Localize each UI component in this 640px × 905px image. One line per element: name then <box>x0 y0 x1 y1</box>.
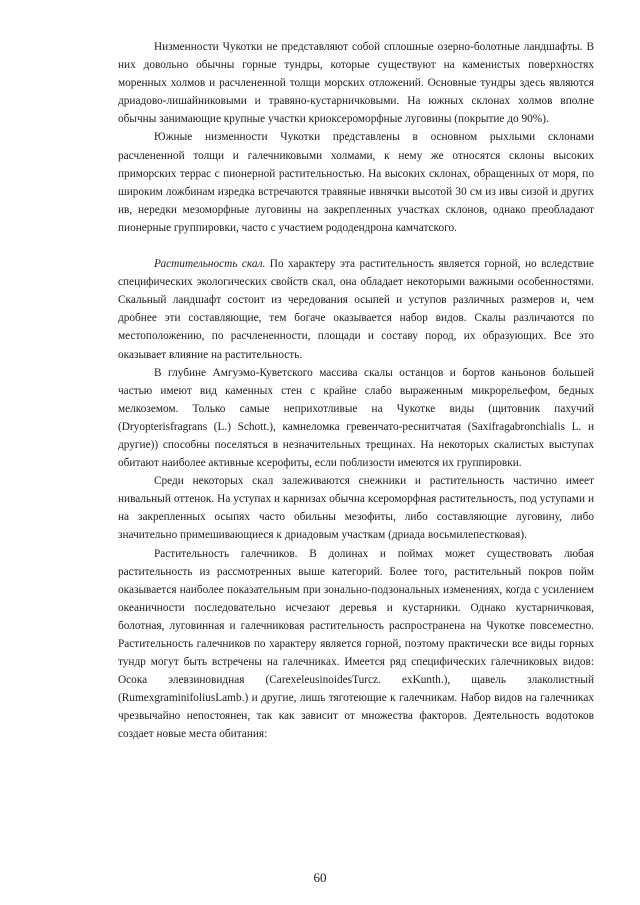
section-heading-rocks: Растительность скал. <box>154 258 266 271</box>
body-text <box>118 38 594 744</box>
paragraph-pebbles: Растительность галечников. В долинах и поймах может существовать любая растительность из рассмотренных выше категорий. Более того, растительный покров пойм оказывается наиболее показательным при зонально-подзональных изменениях, когда с усилением океаничности последовательно исчезают деревья и кустарники. Однако кустарничковая, болотная, луговинная и галечниковая растительность распространена на Чукотке повсеместно. Растительность галечников по характеру является горной, поэтому практически все виды горных тундр могут быть встречены на галечниках. Имеется ряд специфических галечниковых видов: Осока элевзиновидная (CarexeleusinoidesTurcz. exKunth.), щавель злаколистный (RumexgraminifoliusLamb.) и другие, лишь тяготеющие к галечникам. Набор видов на галечниках чрезвычайно непостоянен, так как зависит от множества факторов. Деятельность водотоков создает новые места обитания: <box>118 547 594 741</box>
page-number: 60 <box>313 870 327 885</box>
paragraph-southern-lowlands: Южные низменности Чукотки представлены в основном рыхлыми склонами расчлененной толщи и галечниковыми холмами, к нему же относятся склоны высоких приморских террас с пионерной растительностью. На высоких склонах, обращенных от моря, по широким ложбинам изредка встречаются травяные ивнячки высотой 30 см из ивы сизой и других ив, нередки мезоморфные луговины на закрепленных участках склонов, однако преобладают пионерные группировки, часто с участием рододендрона камчатского. <box>118 131 594 234</box>
paragraph-lowlands: Низменности Чукотки не представляют собой сплошные озерно-болотные ландшафты. В них довольно обычны горные тундры, которые существуют на каменистых поверхностях моренных холмов и расчлененной толщи морских отложений. Основные тундры здесь являются дриадово-лишайниковыми и травяно-кустарничковыми. На южных склонах холмов вполне обычны занимающие крупные участки криоксероморфные луговины (покрытие до 90%). <box>118 41 594 126</box>
paragraph-rock-vegetation-text: По характеру эта растительность является горной, но вследствие специфических экологических свойств скал, она обладает некоторыми важными особенностями. Скальный ландшафт состоит из чередования осыпей и уступов различных размеров и, чем дробнее эти составляющие, тем богаче оказывается набор видов. Скалы различаются по местоположению, по расчлененности, площади и составу пород, их образующих. Все это оказывает влияние на растительность. <box>118 258 595 361</box>
paragraph-amguema-massif: В глубине Амгуэмо-Куветского массива скалы останцов и бортов каньонов большей частью имеют вид каменных стен с крайне слабо выраженным микрорельефом, бедных мелкоземом. Только самые неприхотливые на Чукотке виды (щитовник пахучий (Dryopterisfragrans (L.) Schott.), камнеломка гревенчато-реснитчатая (Saxifragabronchialis L. и другие)) способны поселяться в незначительных трещинах. На некоторых скалистых выступах обитают наиболее активные ксерофиты, если поблизости имеются их группировки. <box>118 366 594 470</box>
paragraph-snowfields: Среди некоторых скал залеживаются снежники и растительность частично имеет нивальный оттенок. На уступах и карнизах обычна ксероморфная растительность, под уступами и на закрепленных осыпях часто обильны мезофиты, либо составляющие луговину, либо значительно примешивающиеся к дриадовым участкам (дриада восьмилепестковая). <box>118 475 594 542</box>
paragraph-rock-vegetation <box>118 255 594 364</box>
